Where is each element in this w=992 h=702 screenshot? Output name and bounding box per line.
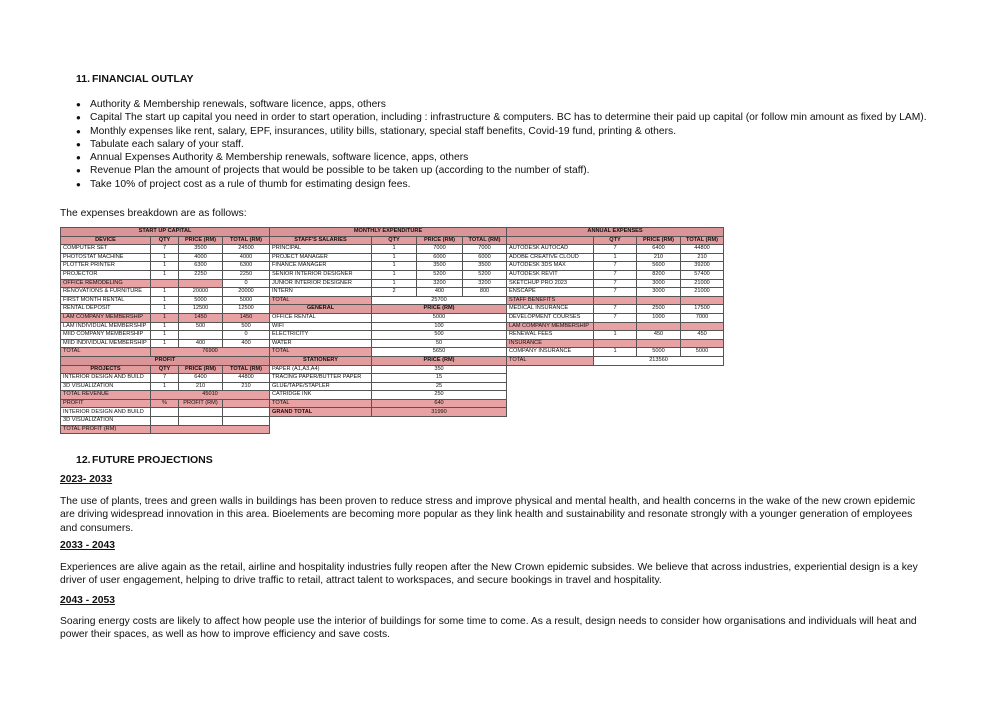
table-row: WATER 50 — [270, 339, 507, 348]
table-row: LAM INDIVIDUAL MEMBERSHIP 1 500 500 — [61, 322, 270, 331]
table-row: ENSCAPE 7 3000 21000 — [507, 288, 724, 297]
projection-text-2: Experiences are alive again as the retail, airline and hospitality industries fully reopen after the New Crown epidemic subsides. We believe that across industries, experiential design is a key driver of user engagement, helping to drive traffic to retail, attract talent to workspaces, and secure bookings in travel and hospitality. — [60, 562, 918, 587]
table-row: WIFI 100 — [270, 322, 507, 331]
table-row: PLOTTER PRINTER 1 6300 6300 — [61, 262, 270, 271]
col-header: TOTAL (RM) — [681, 236, 724, 245]
startup-title: START UP CAPITAL — [61, 228, 270, 237]
expenses-intro: The expenses breakdown are as follows: — [60, 208, 247, 219]
section-11-title: FINANCIAL OUTLAY — [92, 73, 194, 85]
group-row: INSURANCE — [507, 339, 724, 348]
table-row: RENEWAL FEES 1 450 450 — [507, 331, 724, 340]
total-profit-row: TOTAL PROFIT (RM) — [61, 425, 270, 434]
table-row: 3D VISUALIZATION 1 210 210 — [61, 382, 270, 391]
table-row: DEVELOPMENT COURSES 7 1000 7000 — [507, 313, 724, 322]
table-row: PROJECT MANAGER 1 6000 6000 — [270, 253, 507, 262]
table-row: SKETCHUP PRO 2023 7 3000 21000 — [507, 279, 724, 288]
total-row: TOTAL 213560 — [507, 356, 724, 365]
table-row: COMPANY INSURANCE 1 5000 5000 — [507, 348, 724, 357]
col-header: QTY — [372, 236, 417, 245]
total-revenue-row: TOTAL REVENUE 45010 — [61, 391, 270, 400]
monthly-expenditure-table — [269, 227, 507, 417]
projection-text-3: Soaring energy costs are likely to affect how people use the interior of buildings for some time to come. As a result, design needs to consider how organisations and individuals will heat and power their spaces, as well as how to improve efficiency and save costs. — [60, 616, 917, 641]
table-row: AUTODESK REVIT 7 8200 57400 — [507, 270, 724, 279]
table-row: CATRIDGE INK 250 — [270, 391, 507, 400]
section-11-number: 11. — [76, 73, 91, 85]
financial-bullet-list — [76, 98, 927, 191]
col-header: QTY — [594, 236, 637, 245]
table-row: MIID INDIVIDUAL MEMBERSHIP 1 400 400 — [61, 339, 270, 348]
startup-capital-table — [60, 227, 270, 434]
table-row: MEDICAL INSURANCE 7 2500 17500 — [507, 305, 724, 314]
total-row: TOTAL 640 — [270, 399, 507, 408]
profit-header-row: PROFIT % PROFIT (RM) — [61, 399, 270, 408]
total-row: TOTAL 25700 — [270, 296, 507, 305]
section-11-heading — [76, 73, 194, 85]
col-header: PRICE (RM) — [372, 356, 507, 365]
col-header: QTY — [151, 236, 179, 245]
col-header: QTY — [151, 365, 179, 374]
col-header: STAFF'S SALARIES — [270, 236, 372, 245]
table-row: INTERIOR DESIGN AND BUILD — [61, 408, 270, 417]
col-header: PRICE (RM) — [372, 305, 507, 314]
col-header: PRICE (RM) — [417, 236, 463, 245]
total-row: TOTAL 76900 — [61, 348, 270, 357]
table-row: PRINCIPAL 1 7000 7000 — [270, 245, 507, 254]
table-row: 3D VISUALIZATION — [61, 417, 270, 426]
table-row: AUTODESK AUTOCAD 7 6400 44800 — [507, 245, 724, 254]
bullet-item: ● Capital The start up capital you need in order to start operation, including : infrastructure & computers. BC has to determine their paid up capital (or follow min amount as fixed by LAM). — [76, 111, 927, 124]
table-row: PROJECTOR 1 2250 2250 — [61, 270, 270, 279]
table-row: MIID COMPANY MEMBERSHIP 1 0 — [61, 331, 270, 340]
projection-period-3: 2043 - 2053 — [60, 595, 115, 606]
projection-period-2: 2033 - 2043 — [60, 540, 115, 551]
table-row: INTERN 2 400 800 — [270, 288, 507, 297]
bullet-item: ● Revenue Plan the amount of projects that would be possible to be taken up (according to the number of staff). — [76, 164, 927, 177]
table-row: LAM COMPANY MEMBERSHIP 1 1450 1450 — [61, 313, 270, 322]
bullet-item: ● Take 10% of project cost as a rule of thumb for estimating design fees. — [76, 178, 927, 191]
section-12-number: 12. — [76, 454, 91, 466]
table-row: RENOVATIONS & FURNITURE 1 20000 20000 — [61, 288, 270, 297]
section-12-title: FUTURE PROJECTIONS — [92, 454, 213, 466]
table-row: FIRST MONTH RENTAL 1 5000 5000 — [61, 296, 270, 305]
col-header: DEVICE — [61, 236, 151, 245]
bullet-item: ● Tabulate each salary of your staff. — [76, 138, 927, 151]
group-row: LAM COMPANY MEMBERSHIP — [507, 322, 724, 331]
grand-total-row: GRAND TOTAL 31990 — [270, 408, 507, 417]
table-row: ADOBE CREATIVE CLOUD 1 210 210 — [507, 253, 724, 262]
section-12-heading — [76, 454, 213, 466]
table-row: ELECTRICITY 500 — [270, 331, 507, 340]
col-header: STATIONERY — [270, 356, 372, 365]
profit-title: PROFIT — [61, 356, 270, 365]
table-row: INTERIOR DESIGN AND BUILD 7 6400 44800 — [61, 374, 270, 383]
group-row: STAFF BENEFITS — [507, 296, 724, 305]
table-row: PHOTOSTAT MACHINE 1 4000 4000 — [61, 253, 270, 262]
col-header — [507, 236, 594, 245]
col-header: PRICE (RM) — [179, 236, 223, 245]
col-header: TOTAL (RM) — [463, 236, 507, 245]
table-row: SENIOR INTERIOR DESIGNER 1 5200 5200 — [270, 270, 507, 279]
col-header: PRICE (RM) — [179, 365, 223, 374]
table-row: JUNIOR INTERIOR DESIGNER 1 3200 3200 — [270, 279, 507, 288]
col-header: TOTAL (RM) — [223, 236, 270, 245]
table-row: FINANCE MANAGER 1 3500 3500 — [270, 262, 507, 271]
table-row: COMPUTER SET 7 3500 24500 — [61, 245, 270, 254]
monthly-title: MONTHLY EXPENDITURE — [270, 228, 507, 237]
annual-title: ANNUAL EXPENSES — [507, 228, 724, 237]
table-row: TRACING PAPER/BUTTER PAPER 15 — [270, 374, 507, 383]
bullet-item: ● Monthly expenses like rent, salary, EPF, insurances, utility bills, stationary, special staff benefits, Covid-19 fund, printing & others. — [76, 125, 927, 138]
col-header: GENERAL — [270, 305, 372, 314]
col-header: PRICE (RM) — [637, 236, 681, 245]
table-row: PAPER (A1,A3,A4) 350 — [270, 365, 507, 374]
annual-expenses-table — [506, 227, 724, 366]
table-row: OFFICE REMODELING 0 — [61, 279, 270, 288]
table-row: AUTODESK 3DS MAX 7 5600 39200 — [507, 262, 724, 271]
bullet-item: ● Authority & Membership renewals, software licence, apps, others — [76, 98, 927, 111]
table-row: OFFICE RENTAL 5000 — [270, 313, 507, 322]
col-header: PROJECTS — [61, 365, 151, 374]
table-row: RENTAL DEPOSIT 1 12500 12500 — [61, 305, 270, 314]
bullet-item: ● Annual Expenses Authority & Membership renewals, software licence, apps, others — [76, 151, 927, 164]
table-row: GLUE/TAPE/STAPLER 25 — [270, 382, 507, 391]
col-header: TOTAL (RM) — [223, 365, 270, 374]
total-row: TOTAL 5650 — [270, 348, 507, 357]
projection-text-1: The use of plants, trees and green walls in buildings has been proven to reduce stress and improve physical and mental health, and health concerns in the wake of the new crown epidemic are driving widespread innovation in this area. Bioelements are becoming more popular as they link health and sustainability and resonate strongly with a younger generation of employees and consumers. — [60, 496, 916, 534]
projection-period-1: 2023- 2033 — [60, 474, 113, 485]
